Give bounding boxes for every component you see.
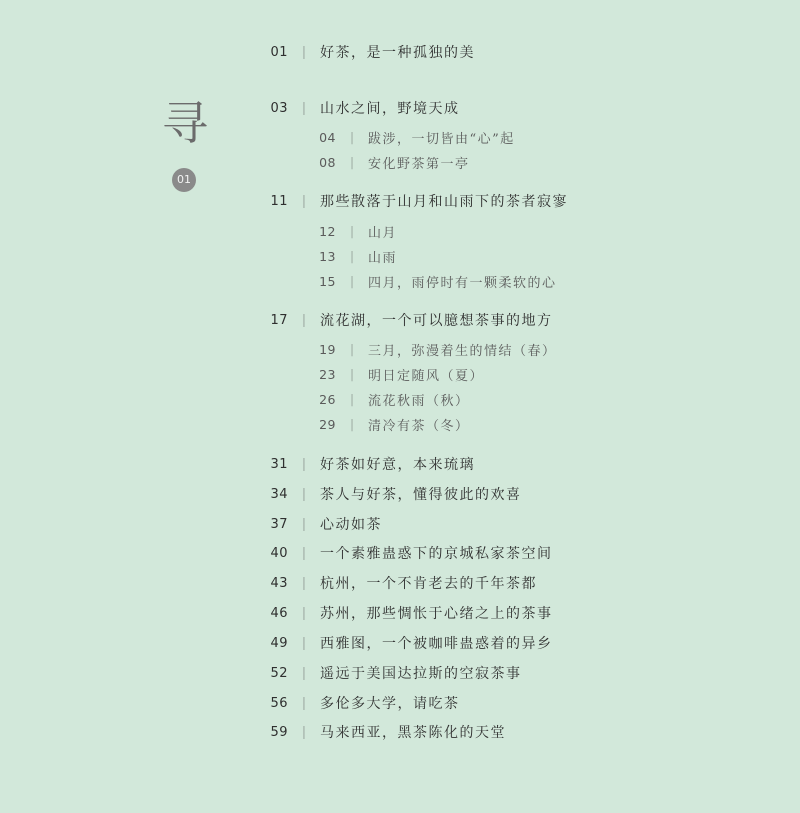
entry-title: 流花秋雨（秋） (368, 393, 470, 409)
entry-title: 杭州，一个不肯老去的千年茶都 (320, 576, 537, 592)
toc-subentry[interactable] (312, 414, 470, 434)
toc-entry[interactable] (264, 633, 553, 653)
entry-title: 明日定随风（夏） (368, 368, 485, 384)
toc-entry[interactable] (264, 573, 537, 593)
toc-entry[interactable] (264, 98, 460, 118)
page-number: 43 (270, 575, 288, 591)
toc-entry[interactable] (264, 722, 506, 742)
separator: | (349, 417, 355, 431)
entry-title: 苏州，那些惆怅于心绪之上的茶事 (320, 606, 553, 622)
entry-title: 好茶，是一种孤独的美 (320, 45, 475, 61)
separator: | (301, 312, 307, 328)
toc-entry[interactable] (264, 191, 568, 211)
separator: | (301, 100, 307, 116)
page-number: 04 (319, 129, 336, 145)
page-number: 37 (270, 516, 288, 532)
separator: | (301, 695, 307, 711)
separator: | (301, 724, 307, 740)
separator: | (301, 456, 307, 472)
separator: | (301, 486, 307, 502)
separator: | (301, 635, 307, 651)
toc-entry[interactable] (264, 310, 553, 330)
separator: | (301, 545, 307, 561)
separator: | (349, 367, 355, 381)
toc-entry[interactable] (264, 484, 522, 504)
entry-title: 茶人与好茶，懂得彼此的欢喜 (320, 487, 522, 503)
page-number: 12 (319, 223, 336, 239)
page-number: 01 (270, 44, 288, 60)
toc-subentry[interactable] (312, 339, 557, 359)
page-number: 49 (270, 635, 288, 651)
entry-title: 清冷有茶（冬） (368, 418, 470, 434)
page-number: 11 (270, 193, 288, 209)
toc-entry[interactable] (264, 454, 475, 474)
separator: | (301, 516, 307, 532)
page-number: 19 (319, 341, 336, 357)
entry-title: 一个素雅蛊惑下的京城私家茶空间 (320, 546, 553, 562)
toc-subentry[interactable] (312, 389, 470, 409)
separator: | (349, 342, 355, 356)
entry-title: 那些散落于山月和山雨下的茶者寂寥 (320, 194, 568, 210)
entry-title: 山水之间，野境天成 (320, 101, 460, 117)
page-number: 03 (270, 100, 288, 116)
page-number: 13 (319, 248, 336, 264)
toc-entry[interactable] (264, 603, 553, 623)
page-number: 46 (270, 605, 288, 621)
separator: | (301, 665, 307, 681)
toc-entry[interactable] (264, 663, 522, 683)
entry-title: 流花湖，一个可以臆想茶事的地方 (320, 313, 553, 329)
page-number: 08 (319, 154, 336, 170)
separator: | (349, 392, 355, 406)
separator: | (301, 44, 307, 60)
toc-subentry[interactable] (312, 221, 397, 241)
separator: | (301, 605, 307, 621)
entry-title: 山雨 (368, 250, 398, 266)
entry-title: 遥远于美国达拉斯的空寂茶事 (320, 666, 522, 682)
entry-title: 马来西亚，黑茶陈化的天堂 (320, 725, 506, 741)
entry-title: 西雅图，一个被咖啡蛊惑着的异乡 (320, 636, 553, 652)
entry-title: 安化野茶第一亭 (368, 156, 470, 172)
entry-title: 多伦多大学，请吃茶 (320, 696, 460, 712)
separator: | (349, 249, 355, 263)
toc-entry[interactable] (264, 543, 553, 563)
entry-title: 山月 (368, 225, 398, 241)
page-number: 52 (270, 665, 288, 681)
entry-title: 好茶如好意，本来琉璃 (320, 457, 475, 473)
page-number: 31 (270, 456, 288, 472)
entry-title: 四月，雨停时有一颗柔软的心 (368, 275, 557, 291)
page-number: 29 (319, 416, 336, 432)
toc-entry[interactable] (264, 42, 475, 62)
page-number: 40 (270, 545, 288, 561)
page-number: 23 (319, 366, 336, 382)
toc-subentry[interactable] (312, 152, 470, 172)
page-number: 17 (270, 312, 288, 328)
separator: | (301, 575, 307, 591)
page-number: 34 (270, 486, 288, 502)
entry-title: 跋涉，一切皆由“心”起 (368, 131, 515, 147)
toc-subentry[interactable] (312, 246, 397, 266)
page-number: 59 (270, 724, 288, 740)
page-number: 56 (270, 695, 288, 711)
toc-subentry[interactable] (312, 364, 484, 384)
toc-entry[interactable] (264, 514, 382, 534)
separator: | (349, 155, 355, 169)
page-number: 15 (319, 273, 336, 289)
separator: | (349, 224, 355, 238)
separator: | (349, 130, 355, 144)
toc-subentry[interactable] (312, 127, 515, 147)
separator: | (301, 193, 307, 209)
toc-entry[interactable] (264, 693, 460, 713)
entry-title: 心动如茶 (320, 517, 382, 533)
separator: | (349, 274, 355, 288)
entry-title: 三月，弥漫着生的情结（春） (368, 343, 557, 359)
toc-subentry[interactable] (312, 271, 557, 291)
page-number: 26 (319, 391, 336, 407)
chapter-number-badge: 01 (172, 168, 196, 192)
chapter-title: 寻 (162, 96, 208, 150)
